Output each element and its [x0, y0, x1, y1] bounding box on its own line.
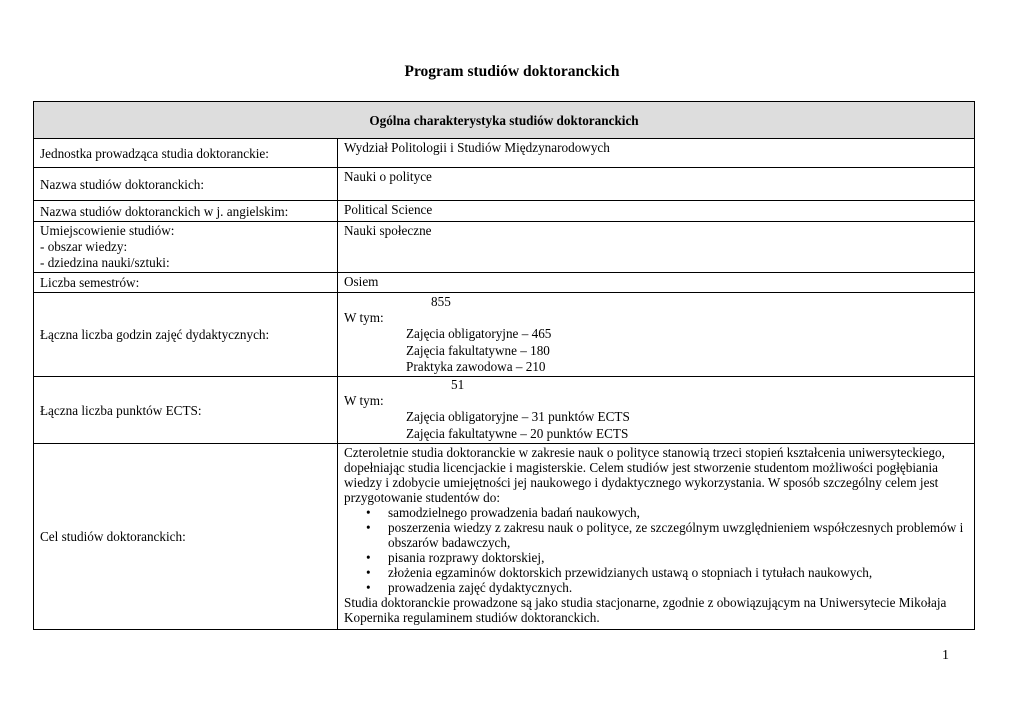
list-item: [366, 505, 968, 520]
list-item: [366, 565, 968, 580]
table-row: [34, 139, 975, 168]
goal-outro: Studia doktoranckie prowadzone są jako studia stacjonarne, zgodnie z obowiązującym na Uniwersytecie Mikołaja Kopernika regulaminem studiów doktoranckich.: [344, 595, 947, 625]
table-header-row: [34, 102, 975, 139]
placement-label-line: Umiejscowienie studiów:: [40, 223, 175, 238]
hours-item: Praktyka zawodowa – 210: [406, 359, 546, 374]
table-row: [34, 222, 975, 273]
hours-total: 855: [431, 294, 451, 309]
table-row: [34, 293, 975, 377]
list-item: [366, 580, 968, 595]
table-row: [34, 168, 975, 201]
name-en-value: Political Science: [338, 201, 975, 222]
semesters-value: Osiem: [338, 273, 975, 293]
name-value: Nauki o polityce: [338, 168, 975, 201]
goal-label: Cel studiów doktoranckich:: [34, 444, 338, 630]
list-item: [366, 550, 968, 565]
table-row: [34, 377, 975, 444]
unit-label: Jednostka prowadząca studia doktoranckie:: [34, 139, 338, 168]
goal-value: [338, 444, 975, 630]
bullet-icon: •: [366, 520, 371, 535]
hours-intro: W tym:: [344, 310, 384, 325]
bullet-icon: •: [366, 550, 371, 565]
goal-item-text: złożenia egzaminów doktorskich przewidzianych ustawą o stopniach i tytułach naukowych,: [388, 565, 873, 580]
document-title: Program studiów doktoranckich: [404, 63, 620, 80]
hours-label: Łączna liczba godzin zajęć dydaktycznych:: [34, 293, 338, 377]
goal-list: [344, 505, 968, 595]
bullet-icon: •: [366, 580, 371, 595]
goal-item-text: pisania rozprawy doktorskiej,: [388, 550, 545, 565]
unit-value: Wydział Politologii i Studiów Międzynarodowych: [338, 139, 975, 168]
page-number: 1: [942, 648, 949, 663]
table-row: [34, 201, 975, 222]
ects-intro: W tym:: [344, 393, 384, 408]
hours-item: Zajęcia obligatoryjne – 465: [406, 326, 552, 341]
placement-value: Nauki społeczne: [338, 222, 975, 273]
bullet-icon: •: [366, 505, 371, 520]
placement-label-line: - dziedzina nauki/sztuki:: [40, 255, 170, 270]
hours-item: Zajęcia fakultatywne – 180: [406, 342, 550, 358]
program-table: [33, 101, 975, 630]
placement-label: [34, 222, 338, 273]
ects-total: 51: [451, 377, 465, 392]
hours-value: [338, 293, 975, 377]
bullet-icon: •: [366, 565, 371, 580]
ects-value: [338, 377, 975, 444]
goal-intro: Czteroletnie studia doktoranckie w zakresie nauk o polityce stanowią trzeci stopień kształcenia uniwersyteckiego, dopełniając studia licencjackie i magisterskie. Celem studiów jest stworzenie studentom możliwości pogłębiania wiedzy i zdobycie umiejętności jej naukowego i dydaktycznego wykorzystania. W sposób szczególny celem jest przygotowanie studentów do:: [344, 445, 945, 505]
table-row: [34, 444, 975, 630]
placement-label-line: - obszar wiedzy:: [40, 239, 128, 254]
ects-item: Zajęcia obligatoryjne – 31 punktów ECTS: [406, 409, 630, 424]
table-row: [34, 273, 975, 293]
name-en-label: Nazwa studiów doktoranckich w j. angielskim:: [34, 201, 338, 222]
goal-item-text: prowadzenia zajęć dydaktycznych.: [388, 580, 573, 595]
semesters-label: Liczba semestrów:: [34, 273, 338, 293]
goal-item-text: poszerzenia wiedzy z zakresu nauk o polityce, ze szczególnym uwzględnieniem współczesnych problemów i obszarów badawczych,: [388, 520, 964, 550]
ects-item: Zajęcia fakultatywne – 20 punktów ECTS: [406, 425, 629, 441]
name-label: Nazwa studiów doktoranckich:: [34, 168, 338, 201]
table-header: Ogólna charakterystyka studiów doktoranckich: [34, 102, 975, 139]
ects-label: Łączna liczba punktów ECTS:: [34, 377, 338, 444]
goal-item-text: samodzielnego prowadzenia badań naukowych,: [388, 505, 640, 520]
list-item: [366, 520, 968, 550]
